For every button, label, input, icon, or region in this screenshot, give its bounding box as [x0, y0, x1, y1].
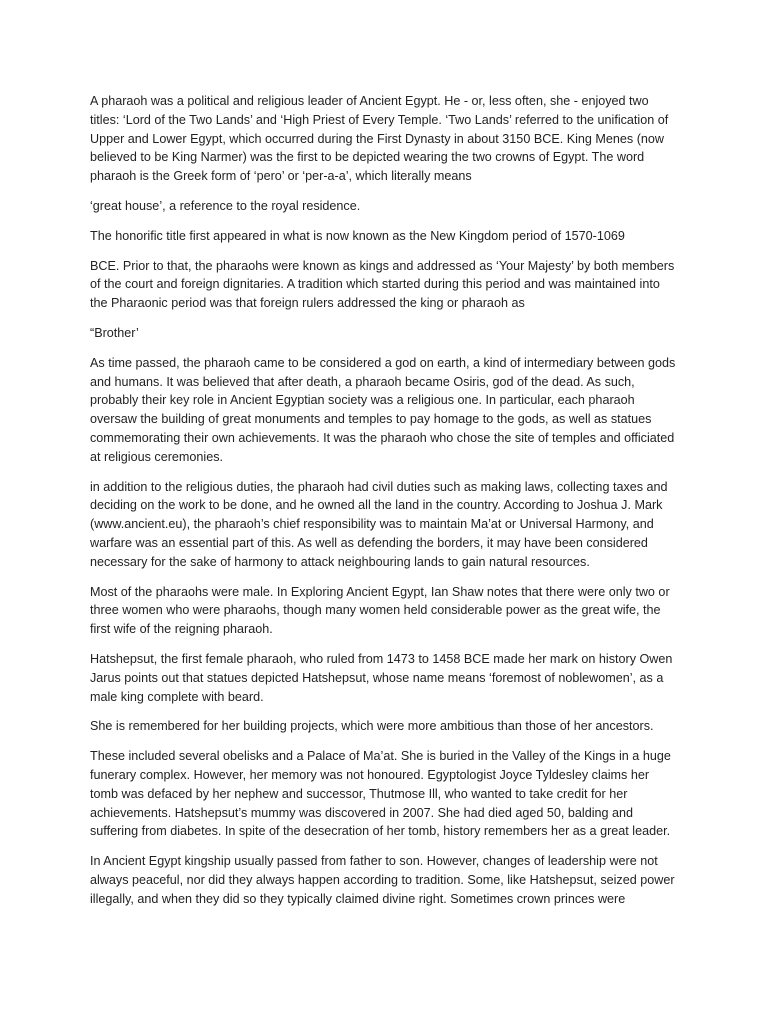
paragraph-honorific-title: The honorific title first appeared in what is now known as the New Kingdom period of 1570-1069	[90, 228, 625, 243]
paragraph-obelisks: These included several obelisks and a Palace of Ma’at. She is buried in the Valley of the Kings in a huge funerary complex. However, her memory was not honoured. Egyptologist Joyce Tyldesley claims her tomb was defaced by her nephew and successor, Thutmose Ill, who wanted to take credit for her achievements. Hatshepsut’s mummy was discovered in 2007. She had died aged 50, balding and suffering from diabetes. In spite of the desecration of her tomb, history remembers her as a great leader.	[90, 749, 671, 839]
paragraph-prior-kings: BCE. Prior to that, the pharaohs were known as kings and addressed as ‘Your Majesty’ by both members of the court and foreign dignitaries. A tradition which started during this period and was maintained into the Pharaonic period was that foreign rulers addressed the king or pharaoh as	[90, 258, 675, 311]
paragraph-building-projects: She is remembered for her building projects, which were more ambitious than those of her ancestors.	[90, 719, 654, 734]
paragraph-civil-duties: in addition to the religious duties, the pharaoh had civil duties such as making laws, collecting taxes and deciding on the work to be done, and he owned all the land in the country. According to Joshua J. Mark (www.ancient.eu), the pharaoh’s chief responsibility was to maintain Ma’at or Universal Harmony, and warfare was an essential part of this. As well as defending the borders, it may have been considered necessary for the sake of harmony to attack neighbouring lands to gain natural resources.	[90, 479, 668, 569]
paragraph-hatshepsut: Hatshepsut, the first female pharaoh, who ruled from 1473 to 1458 BCE made her mark on history Owen Jarus points out that statues depicted Hatshepsut, whose name means ‘foremost of noblewomen’, as a male king complete with beard.	[90, 651, 673, 704]
paragraph-intro: A pharaoh was a political and religious leader of Ancient Egypt. He - or, less often, she - enjoyed two titles: ‘Lord of the Two Lands’ and ‘High Priest of Every Temple. ‘Two Lands’ referred to the unification of Upper and Lower Egypt, which occurred during the First Dynasty in about 3150 BCE. King Menes (now believed to be King Narmer) was the first to be depicted wearing the two crowns of Egypt. The word pharaoh is the Greek form of ‘pero’ or ‘per-a-a’, which literally means	[90, 94, 669, 184]
paragraph-great-house: ‘great house’, a reference to the royal residence.	[90, 198, 361, 213]
document-body	[90, 92, 680, 908]
paragraph-god-on-earth: As time passed, the pharaoh came to be considered a god on earth, a kind of intermediary between gods and humans. It was believed that after death, a pharaoh became Osiris, god of the dead. As such, probably their key role in Ancient Egyptian society was a religious one. In particular, each pharaoh oversaw the building of great monuments and temples to pay homage to the gods, as well as statues commemorating their own achievements. It was the pharaoh who chose the site of temples and officiated at religious ceremonies.	[90, 355, 676, 464]
paragraph-kingship: In Ancient Egypt kingship usually passed from father to son. However, changes of leadership were not always peaceful, nor did they always happen according to tradition. Some, like Hatshepsut, seized power illegally, and when they did so they typically claimed divine right. Sometimes crown princes were	[90, 854, 675, 906]
paragraph-male-pharaohs: Most of the pharaohs were male. In Exploring Ancient Egypt, Ian Shaw notes that there were only two or three women who were pharaohs, though many women held considerable power as the great wife, the first wife of the reigning pharaoh.	[90, 584, 670, 637]
paragraph-brother: “Brother’	[90, 325, 139, 340]
